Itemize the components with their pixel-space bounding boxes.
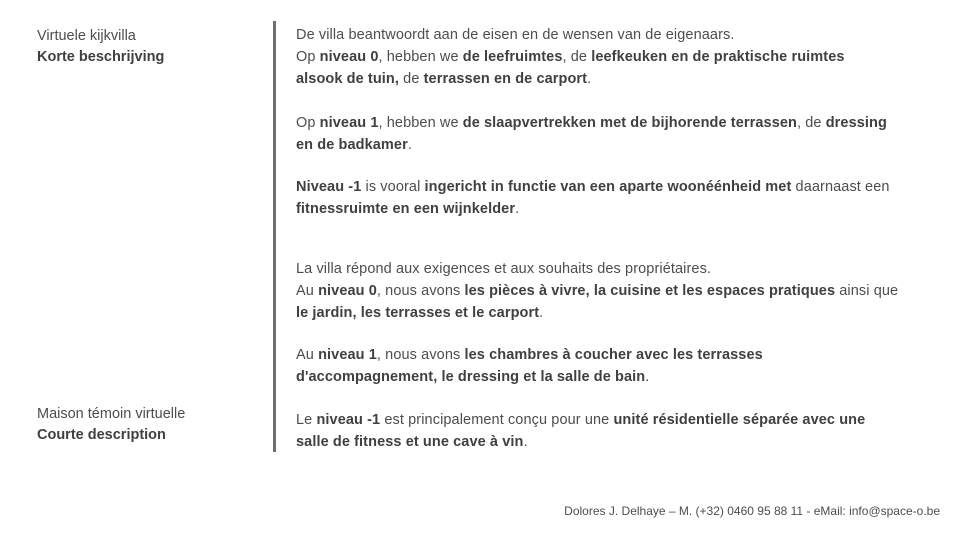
- text-segment: , nous avons: [376, 347, 465, 363]
- text-segment: La villa répond aux exigences et aux souhaits des propriétaires.: [296, 261, 712, 277]
- text-segment: d'accompagnement, le dressing et la salle de bain: [296, 369, 646, 385]
- text-segment: de leefruimtes: [462, 49, 563, 65]
- paragraph-nl-level-minus-1: [296, 176, 946, 220]
- paragraph-nl-level-0: [296, 24, 946, 90]
- text-segment: en de badkamer: [296, 137, 408, 153]
- text-segment: Au: [296, 283, 319, 299]
- text-segment: fitnessruimte en een wijnkelder: [296, 201, 516, 217]
- vertical-divider: [273, 21, 276, 452]
- text-segment: daarnaast een: [791, 179, 890, 195]
- text-segment: niveau 1: [318, 347, 377, 363]
- paragraph-fr-level-0: [296, 258, 946, 324]
- heading-french-subtitle: Courte description: [37, 427, 166, 443]
- text-segment: le jardin, les terrasses et le carport: [296, 305, 540, 321]
- text-segment: , nous avons: [376, 283, 465, 299]
- text-segment: Op: [296, 49, 320, 65]
- heading-dutch-title: Virtuele kijkvilla: [37, 28, 136, 44]
- text-segment: niveau 0: [318, 283, 377, 299]
- text-segment: leefkeuken en de praktische ruimtes: [591, 49, 845, 65]
- text-segment: Le: [296, 412, 317, 428]
- text-segment: est principalement conçu pour une: [380, 412, 614, 428]
- text-segment: dressing: [825, 115, 887, 131]
- text-segment: de: [403, 71, 424, 87]
- heading-dutch: [37, 26, 164, 68]
- text-segment: Niveau -1: [296, 179, 362, 195]
- text-segment: .: [587, 71, 592, 87]
- text-segment: Op: [296, 115, 320, 131]
- paragraph-nl-level-1: [296, 112, 946, 156]
- text-segment: .: [645, 369, 650, 385]
- text-segment: .: [515, 201, 520, 217]
- text-segment: les pièces à vivre, la cuisine et les espaces pratiques: [464, 283, 836, 299]
- text-segment: terrassen en de carport: [423, 71, 588, 87]
- heading-french: [37, 404, 185, 446]
- text-segment: de slaapvertrekken met de bijhorende terrassen: [462, 115, 797, 131]
- paragraph-fr-level-minus-1: [296, 409, 946, 453]
- text-segment: alsook de tuin,: [296, 71, 404, 87]
- text-segment: les chambres à coucher avec les terrasses: [464, 347, 763, 363]
- text-segment: .: [539, 305, 544, 321]
- text-segment: .: [523, 434, 528, 450]
- heading-french-title: Maison témoin virtuelle: [37, 406, 186, 422]
- contact-footer: Dolores J. Delhaye – M. (+32) 0460 95 88 11 - eMail: info@space-o.be: [564, 504, 940, 518]
- text-segment: salle de fitness et une cave à vin: [296, 434, 524, 450]
- text-segment: niveau 1: [319, 115, 379, 131]
- paragraph-fr-level-1: [296, 344, 946, 388]
- text-segment: , de: [796, 115, 826, 131]
- text-segment: niveau 0: [319, 49, 379, 65]
- text-segment: unité résidentielle séparée avec une: [613, 412, 866, 428]
- text-segment: is vooral: [361, 179, 425, 195]
- text-segment: , de: [562, 49, 592, 65]
- text-segment: , hebben we: [378, 49, 463, 65]
- heading-dutch-subtitle: Korte beschrijving: [37, 49, 165, 65]
- text-segment: niveau -1: [316, 412, 381, 428]
- text-segment: De villa beantwoordt aan de eisen en de wensen van de eigenaars.: [296, 27, 735, 43]
- text-segment: .: [407, 137, 412, 153]
- text-segment: ingericht in functie van een aparte woonéénheid met: [424, 179, 792, 195]
- text-segment: , hebben we: [378, 115, 463, 131]
- text-segment: ainsi que: [835, 283, 899, 299]
- text-segment: Au: [296, 347, 319, 363]
